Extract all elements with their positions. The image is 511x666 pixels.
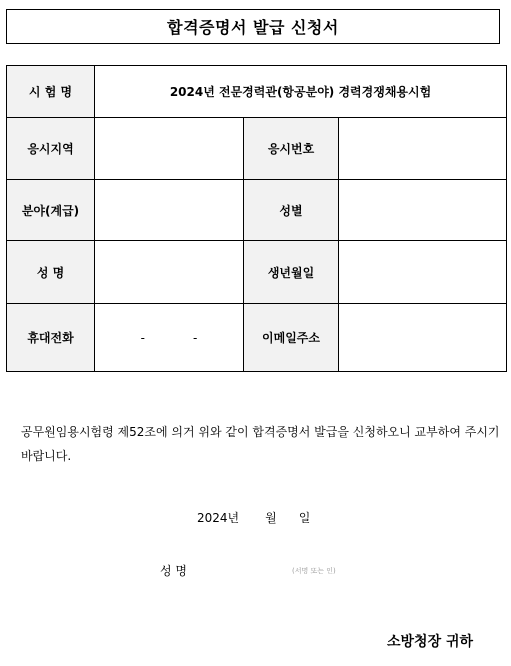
birthdate-label: 생년월일 <box>244 241 339 304</box>
exam-number-field[interactable] <box>339 118 507 180</box>
exam-name-label: 시 험 명 <box>7 66 95 118</box>
table-row <box>7 66 507 118</box>
exam-name-value: 2024년 전문경력관(항공분야) 경력경쟁채용시험 <box>95 66 507 118</box>
signature-label: 성 명 <box>160 564 187 578</box>
date-month: 월 <box>265 511 277 525</box>
gender-field[interactable] <box>339 180 507 241</box>
date-year: 2024년 <box>197 511 240 525</box>
table-row <box>7 241 507 304</box>
application-form-table <box>6 65 507 372</box>
recipient: 소방청장 귀하 <box>387 634 474 650</box>
phone-separator: - <box>140 330 145 345</box>
signature-note: (서명 또는 인) <box>292 567 336 575</box>
phone-separator: - <box>193 330 198 345</box>
gender-label: 성별 <box>244 180 339 241</box>
birthdate-field[interactable] <box>339 241 507 304</box>
date-line <box>197 509 310 526</box>
email-field[interactable] <box>339 304 507 372</box>
date-day: 일 <box>298 511 311 525</box>
field-label: 분야(계급) <box>7 180 95 241</box>
document-title: 합격증명서 발급 신청서 <box>6 9 500 44</box>
email-label: 이메일주소 <box>244 304 339 372</box>
region-field[interactable] <box>95 118 244 180</box>
request-statement: 공무원임용시험령 제52조에 의거 위와 같이 합격증명서 발급을 신청하오니 교부하여 주시기 바랍니다. <box>21 425 500 463</box>
table-row <box>7 118 507 180</box>
table-row <box>7 304 507 372</box>
name-field[interactable] <box>95 241 244 304</box>
region-label: 응시지역 <box>7 118 95 180</box>
phone-field[interactable] <box>95 304 244 372</box>
name-label: 성 명 <box>7 241 95 304</box>
phone-label: 휴대전화 <box>7 304 95 372</box>
exam-number-label: 응시번호 <box>244 118 339 180</box>
table-row <box>7 180 507 241</box>
field-field[interactable] <box>95 180 244 241</box>
